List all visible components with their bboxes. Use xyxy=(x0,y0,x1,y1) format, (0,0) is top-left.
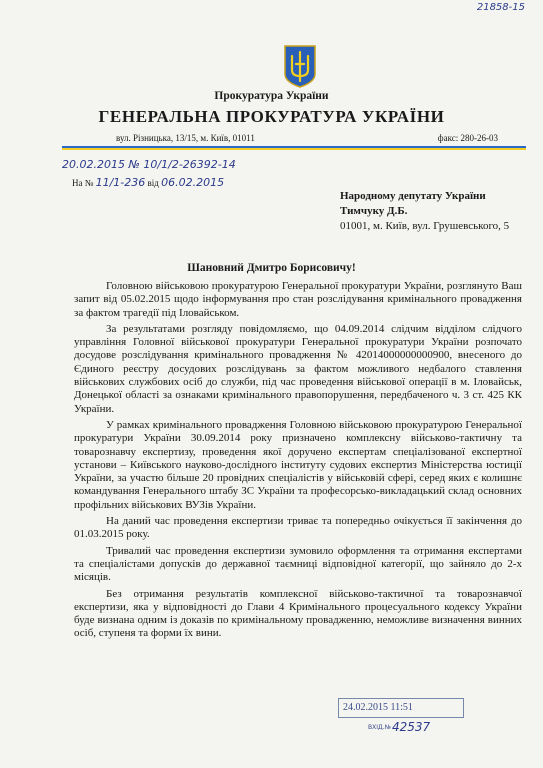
body-paragraph: У рамках кримінального провадження Головною військовою прокуратурою Генеральної прокуратури України 30.09.2014 року призначено комплексну військово-тактичну та товарознавчу експертизу, проведення якої доручено експертам спеціалізованої експертної установи – Київського науково-дослідного інституту судових експертиз Міністерства юстиції України, за участю більше 20 провідних спеціалістів у військовій сфері, серед яких є колишнє командування Генерального штабу ЗС України та професорсько-викладацький склад основних профільних військових ВУЗів України. xyxy=(74,418,522,511)
trident-emblem-icon xyxy=(283,44,317,88)
top-handwritten-number: 21858-15 xyxy=(476,2,525,13)
org-address: вул. Різницька, 13/15, м. Київ, 01011 xyxy=(116,133,255,143)
recipient-line-1: Народному депутату України xyxy=(340,190,486,202)
org-name-title: ГЕНЕРАЛЬНА ПРОКУРАТУРА УКРАЇНИ xyxy=(98,107,445,126)
received-stamp-date: 24.02.2015 11:51 xyxy=(338,698,464,718)
body-paragraph: За результатами розгляду повідомляємо, що 04.09.2014 слідчим відділом слідчого управління Головної військової прокуратури Генеральної прокуратури України розпочато досудове розслідування кримінального провадження № 42014000000000900, внесеного до Єдиного реєстру досудових розслідувань за фактом можливого недбалого ставлення військових службових осіб до служби, під час проведення військової операції в м. Іловайськ, Донецької області за ознаками кримінального правопорушення, передбаченого ч. 3 ст. 425 КК України. xyxy=(74,322,522,415)
received-stamp-number: 42537 xyxy=(392,720,431,734)
body-paragraph: Тривалий час проведення експертизи зумовило оформлення та отримання експертами та спеціалістами допусків до державної таємниці відповідної категорії, що зайняло до 2-х місяців. xyxy=(74,544,522,584)
org-fax: факс: 280-26-03 xyxy=(437,133,498,143)
letter-body xyxy=(74,280,522,641)
flag-divider xyxy=(62,146,526,150)
org-name-small: Прокуратура України xyxy=(214,90,329,102)
recipient-address: 01001, м. Київ, вул. Грушевського, 5 xyxy=(340,220,510,232)
body-paragraph: Головною військовою прокуратурою Генеральної прокуратури України, розглянуто Ваш запит від 05.02.2015 щодо інформування про стан розслідування кримінального провадження за фактом трагедії під Іловайськом. xyxy=(74,280,522,319)
reference-date: 06.02.2015 xyxy=(161,176,225,189)
received-stamp-label: ВХІД.№ xyxy=(368,724,391,731)
reference-line xyxy=(72,176,224,189)
reference-number: 11/1-236 xyxy=(95,176,146,189)
recipient-block xyxy=(340,189,509,234)
recipient-line-2: Тимчуку Д.Б. xyxy=(340,205,408,217)
body-paragraph: На даний час проведення експертизи триває та попередньо очікується її закінчення до 01.03.2015 року. xyxy=(74,515,522,541)
salutation: Шановний Дмитро Борисовичу! xyxy=(187,262,356,274)
reference-prefix: На № xyxy=(72,178,94,188)
body-paragraph: Без отримання результатів комплексної військово-тактичної та товарознавчої експертизи, яка у відповідності до Глави 4 Кримінального процесуального кодексу України буде визнана одним із доказів по кримінальному провадженню, неможливе визначення винних осіб, ступеня та форми їх вини. xyxy=(74,587,522,640)
reference-from: від xyxy=(147,178,159,188)
outgoing-date-number: 20.02.2015 № 10/1/2-26392-14 xyxy=(62,158,236,171)
flag-yellow-stripe xyxy=(62,148,526,150)
